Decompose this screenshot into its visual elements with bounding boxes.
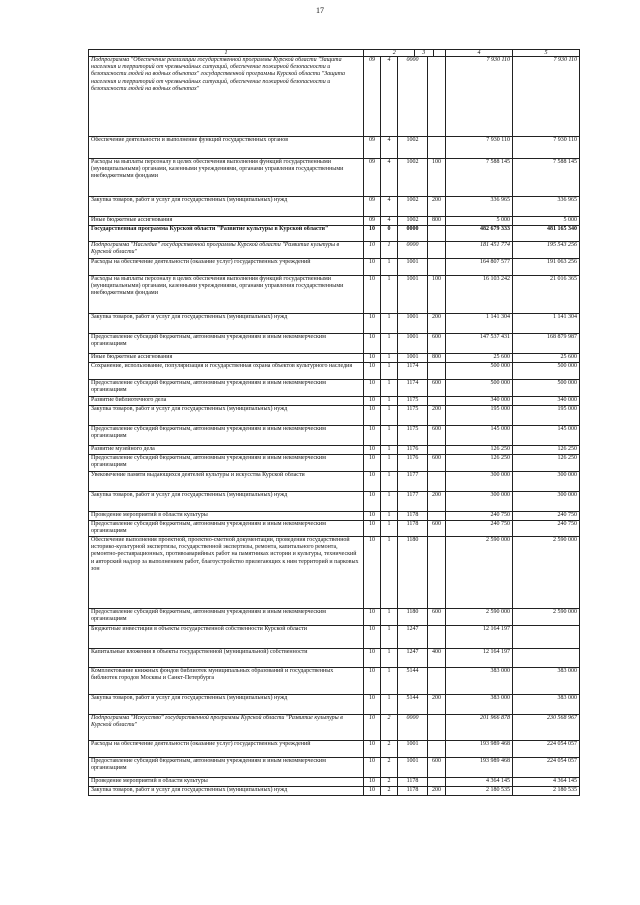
row-subsection-cell: 4 <box>381 197 398 217</box>
row-subsection-cell: 2 <box>381 741 398 758</box>
row-name-cell: Государственная программа Курской области "Развитие культуры в Курской области" <box>89 226 364 242</box>
row-amount-year2-cell: 25 600 <box>513 354 580 363</box>
row-name-cell: Расходы на выплаты персоналу в целях обеспечения выполнения функций государственными (муниципальными) органами, казенными учреждениями, органами управления государственными внебюджетными фондами <box>89 276 364 314</box>
row-name-cell: Предоставление субсидий бюджетным, автономным учреждениям и иным некоммерческим организациям <box>89 609 364 626</box>
row-amount-year2-cell <box>513 649 580 668</box>
row-amount-year1-cell: 193 989 468 <box>446 741 513 758</box>
row-amount-year1-cell: 195 000 <box>446 406 513 426</box>
row-subsection-cell: 2 <box>381 715 398 741</box>
header-col-3-label: 3 <box>414 50 434 56</box>
row-amount-year2-cell: 191 063 256 <box>513 259 580 276</box>
row-amount-year1-cell: 145 000 <box>446 426 513 446</box>
table-row <box>89 741 580 758</box>
header-col-4: 4 <box>446 50 513 57</box>
row-section-cell: 10 <box>364 334 381 354</box>
table-row <box>89 226 580 242</box>
table-row <box>89 787 580 796</box>
row-code-cell: 5144 <box>398 668 428 695</box>
table-row <box>89 512 580 521</box>
row-amount-year1-cell: 300 000 <box>446 472 513 492</box>
row-amount-year2-cell: 336 965 <box>513 197 580 217</box>
row-amount-year2-cell: 2 590 000 <box>513 609 580 626</box>
row-code-cell: 1178 <box>398 787 428 796</box>
row-code-cell: 1001 <box>398 276 428 314</box>
row-amount-year2-cell: 240 750 <box>513 512 580 521</box>
row-name-cell: Предоставление субсидий бюджетным, автономным учреждениям и иным некоммерческим организациям <box>89 758 364 778</box>
row-type-cell <box>428 626 446 649</box>
row-type-cell <box>428 715 446 741</box>
row-section-cell: 10 <box>364 521 381 537</box>
row-name-cell: Развитие библиотечного дела <box>89 397 364 406</box>
table-row <box>89 363 580 380</box>
row-type-cell: 600 <box>428 609 446 626</box>
row-subsection-cell: 1 <box>381 609 398 626</box>
table-row <box>89 334 580 354</box>
table-row <box>89 314 580 334</box>
row-amount-year2-cell: 300 000 <box>513 492 580 512</box>
row-code-cell: 1002 <box>398 197 428 217</box>
row-subsection-cell: 1 <box>381 626 398 649</box>
row-amount-year1-cell: 336 965 <box>446 197 513 217</box>
row-subsection-cell: 1 <box>381 472 398 492</box>
row-amount-year2-cell: 2 590 000 <box>513 537 580 609</box>
row-amount-year2-cell: 5 000 <box>513 217 580 226</box>
row-type-cell: 200 <box>428 492 446 512</box>
table-row <box>89 715 580 741</box>
row-amount-year1-cell: 240 750 <box>446 521 513 537</box>
row-amount-year1-cell: 126 250 <box>446 455 513 472</box>
row-section-cell: 10 <box>364 472 381 492</box>
row-amount-year2-cell: 21 016 365 <box>513 276 580 314</box>
table-row <box>89 649 580 668</box>
row-type-cell: 800 <box>428 354 446 363</box>
row-amount-year1-cell: 147 537 431 <box>446 334 513 354</box>
table-row <box>89 455 580 472</box>
row-section-cell: 10 <box>364 758 381 778</box>
row-subsection-cell: 1 <box>381 259 398 276</box>
row-name-cell: Увековечение памяти выдающихся деятелей культуры и искусства Курской области <box>89 472 364 492</box>
row-subsection-cell: 1 <box>381 354 398 363</box>
row-name-cell: Комплектование книжных фондов библиотек муниципальных образований и государственных библиотек городов Москвы и Санкт-Петербурга <box>89 668 364 695</box>
row-type-cell <box>428 397 446 406</box>
row-amount-year1-cell: 340 000 <box>446 397 513 406</box>
row-amount-year1-cell: 482 679 333 <box>446 226 513 242</box>
row-section-cell: 10 <box>364 276 381 314</box>
row-amount-year2-cell: 224 054 057 <box>513 741 580 758</box>
row-amount-year2-cell: 7 588 145 <box>513 159 580 197</box>
row-amount-year1-cell: 25 600 <box>446 354 513 363</box>
row-code-cell: 1178 <box>398 512 428 521</box>
row-amount-year1-cell: 164 807 577 <box>446 259 513 276</box>
row-subsection-cell: 1 <box>381 649 398 668</box>
row-name-cell: Расходы на обеспечение деятельности (оказание услуг) государственных учреждений <box>89 259 364 276</box>
row-subsection-cell: 1 <box>381 426 398 446</box>
table-row <box>89 778 580 787</box>
row-section-cell: 10 <box>364 259 381 276</box>
row-amount-year1-cell: 193 989 468 <box>446 758 513 778</box>
row-section-cell: 09 <box>364 137 381 159</box>
row-subsection-cell: 1 <box>381 512 398 521</box>
table-row <box>89 397 580 406</box>
row-section-cell: 10 <box>364 426 381 446</box>
row-type-cell: 600 <box>428 380 446 397</box>
row-type-cell: 100 <box>428 159 446 197</box>
row-code-cell: 1176 <box>398 446 428 455</box>
row-code-cell: 0000 <box>398 57 428 137</box>
row-section-cell: 10 <box>364 715 381 741</box>
row-section-cell: 10 <box>364 537 381 609</box>
row-code-cell: 1178 <box>398 521 428 537</box>
row-section-cell: 10 <box>364 354 381 363</box>
row-type-cell <box>428 226 446 242</box>
row-name-cell: Предоставление субсидий бюджетным, автономным учреждениям и иным некоммерческим организациям <box>89 334 364 354</box>
row-type-cell <box>428 446 446 455</box>
row-subsection-cell: 2 <box>381 758 398 778</box>
row-amount-year2-cell: 1 141 304 <box>513 314 580 334</box>
row-amount-year2-cell: 500 000 <box>513 363 580 380</box>
row-type-cell: 200 <box>428 406 446 426</box>
row-subsection-cell: 0 <box>381 226 398 242</box>
row-type-cell <box>428 668 446 695</box>
row-code-cell: 1177 <box>398 472 428 492</box>
row-amount-year1-cell: 16 103 242 <box>446 276 513 314</box>
row-code-cell: 1174 <box>398 380 428 397</box>
row-section-cell: 10 <box>364 649 381 668</box>
table-row <box>89 259 580 276</box>
row-name-cell: Подпрограмма "Обеспечение реализации государственной программы Курской области "Защита населения и территорий от чрезвычайных ситуаций, обеспечение пожарной безопасности и безопасности людей на водных объектах" государственной программы Курской области "Защита населения и территорий от чрезвычайных ситуаций, обеспечение пожарной безопасности и безопасности людей на водных объектах" <box>89 57 364 137</box>
row-section-cell: 10 <box>364 668 381 695</box>
row-subsection-cell: 2 <box>381 778 398 787</box>
row-section-cell: 09 <box>364 57 381 137</box>
row-amount-year1-cell: 12 164 197 <box>446 649 513 668</box>
row-code-cell: 1180 <box>398 609 428 626</box>
table-row <box>89 537 580 609</box>
row-name-cell: Проведение мероприятий в области культуры <box>89 512 364 521</box>
row-amount-year1-cell: 240 750 <box>446 512 513 521</box>
row-subsection-cell: 1 <box>381 521 398 537</box>
row-code-cell: 0000 <box>398 715 428 741</box>
row-amount-year2-cell: 500 000 <box>513 380 580 397</box>
row-amount-year1-cell: 2 590 000 <box>446 609 513 626</box>
row-type-cell: 800 <box>428 217 446 226</box>
row-type-cell: 600 <box>428 334 446 354</box>
row-subsection-cell: 1 <box>381 380 398 397</box>
row-section-cell: 10 <box>364 314 381 334</box>
row-amount-year1-cell: 5 000 <box>446 217 513 226</box>
row-type-cell <box>428 472 446 492</box>
row-code-cell: 1178 <box>398 778 428 787</box>
row-name-cell: Расходы на обеспечение деятельности (оказание услуг) государственных учреждений <box>89 741 364 758</box>
row-name-cell: Закупка товаров, работ и услуг для государственных (муниципальных) нужд <box>89 314 364 334</box>
row-subsection-cell: 1 <box>381 537 398 609</box>
row-name-cell: Расходы на выплаты персоналу в целях обеспечения выполнения функций государственными (муниципальными) органами, казенными учреждениями, органами управления государственными внебюджетными фондами <box>89 159 364 197</box>
row-type-cell <box>428 741 446 758</box>
row-subsection-cell: 1 <box>381 242 398 259</box>
row-name-cell: Предоставление субсидий бюджетным, автономным учреждениям и иным некоммерческим организациям <box>89 426 364 446</box>
row-section-cell: 10 <box>364 695 381 715</box>
row-type-cell <box>428 778 446 787</box>
row-code-cell: 1002 <box>398 217 428 226</box>
header-col-5: 5 <box>513 50 580 57</box>
row-type-cell: 600 <box>428 521 446 537</box>
row-code-cell: 1002 <box>398 137 428 159</box>
row-code-cell: 1177 <box>398 492 428 512</box>
row-name-cell: Предоставление субсидий бюджетным, автономным учреждениям и иным некоммерческим организациям <box>89 521 364 537</box>
row-name-cell: Обеспечение деятельности и выполнение функций государственных органов <box>89 137 364 159</box>
row-amount-year2-cell: 383 000 <box>513 668 580 695</box>
row-name-cell: Подпрограмма "Наследие" государственной программы Курской области "Развитие культуры в Курской области" <box>89 242 364 259</box>
row-amount-year2-cell: 4 364 145 <box>513 778 580 787</box>
row-section-cell: 10 <box>364 626 381 649</box>
row-name-cell: Сохранение, использование, популяризация и государственная охрана объектов культурного наследия <box>89 363 364 380</box>
row-name-cell: Закупка товаров, работ и услуг для государственных (муниципальных) нужд <box>89 406 364 426</box>
row-name-cell: Развитие музейного дела <box>89 446 364 455</box>
row-subsection-cell: 1 <box>381 492 398 512</box>
row-code-cell: 1175 <box>398 426 428 446</box>
row-subsection-cell: 1 <box>381 695 398 715</box>
table-row <box>89 217 580 226</box>
row-code-cell: 1001 <box>398 354 428 363</box>
header-row <box>89 50 580 57</box>
table-row <box>89 695 580 715</box>
row-type-cell <box>428 259 446 276</box>
table-row <box>89 137 580 159</box>
table-row <box>89 609 580 626</box>
row-amount-year2-cell: 240 750 <box>513 521 580 537</box>
row-amount-year1-cell: 7 930 110 <box>446 137 513 159</box>
row-code-cell: 1001 <box>398 314 428 334</box>
row-amount-year2-cell: 230 568 967 <box>513 715 580 741</box>
row-amount-year1-cell: 2 590 000 <box>446 537 513 609</box>
table-row <box>89 57 580 137</box>
row-code-cell: 1001 <box>398 758 428 778</box>
row-amount-year1-cell: 4 364 145 <box>446 778 513 787</box>
row-type-cell: 200 <box>428 197 446 217</box>
row-code-cell: 1002 <box>398 159 428 197</box>
table-row <box>89 380 580 397</box>
table-row <box>89 354 580 363</box>
row-type-cell: 200 <box>428 787 446 796</box>
row-section-cell: 09 <box>364 159 381 197</box>
row-code-cell: 0000 <box>398 226 428 242</box>
row-section-cell: 10 <box>364 492 381 512</box>
row-amount-year2-cell: 195 000 <box>513 406 580 426</box>
row-amount-year1-cell: 1 141 304 <box>446 314 513 334</box>
row-name-cell: Обеспечение выполнения проектной, проектно-сметной документации, проведения государственной историко-культурной экспертизы, государственной экспертизы, ремонта, капитального ремонта, ремонтно-реставрационных, противоаварийных работ на памятниках истории и культуры, технический и авторский надзор за выполнением работ, благоустройство прилегающих к ним территорий и парковых зон <box>89 537 364 609</box>
row-subsection-cell: 4 <box>381 159 398 197</box>
row-subsection-cell: 4 <box>381 57 398 137</box>
row-amount-year2-cell: 145 000 <box>513 426 580 446</box>
row-type-cell <box>428 537 446 609</box>
row-name-cell: Капитальные вложения в объекты государственной (муниципальной) собственности <box>89 649 364 668</box>
row-section-cell: 10 <box>364 363 381 380</box>
row-subsection-cell: 1 <box>381 406 398 426</box>
table-row <box>89 426 580 446</box>
row-code-cell: 1001 <box>398 741 428 758</box>
row-subsection-cell: 1 <box>381 276 398 314</box>
row-amount-year2-cell: 481 165 340 <box>513 226 580 242</box>
row-type-cell: 600 <box>428 455 446 472</box>
row-code-cell: 1001 <box>398 259 428 276</box>
row-section-cell: 10 <box>364 609 381 626</box>
row-type-cell <box>428 137 446 159</box>
row-code-cell: 1247 <box>398 649 428 668</box>
table-row <box>89 521 580 537</box>
row-amount-year1-cell: 12 164 197 <box>446 626 513 649</box>
row-amount-year2-cell: 7 930 110 <box>513 57 580 137</box>
row-code-cell: 5144 <box>398 695 428 715</box>
row-amount-year1-cell: 7 930 110 <box>446 57 513 137</box>
page-number: 17 <box>316 6 324 15</box>
table-row <box>89 472 580 492</box>
row-subsection-cell: 2 <box>381 787 398 796</box>
row-name-cell: Бюджетные инвестиции в объекты государственной собственности Курской области <box>89 626 364 649</box>
row-section-cell: 10 <box>364 787 381 796</box>
row-name-cell: Проведение мероприятий в области культуры <box>89 778 364 787</box>
row-name-cell: Закупка товаров, работ и услуг для государственных (муниципальных) нужд <box>89 695 364 715</box>
row-amount-year1-cell: 7 588 145 <box>446 159 513 197</box>
row-type-cell: 600 <box>428 758 446 778</box>
row-section-cell: 10 <box>364 446 381 455</box>
row-name-cell: Закупка товаров, работ и услуг для государственных (муниципальных) нужд <box>89 787 364 796</box>
table-row <box>89 159 580 197</box>
row-section-cell: 09 <box>364 197 381 217</box>
row-section-cell: 10 <box>364 397 381 406</box>
row-amount-year1-cell: 500 000 <box>446 363 513 380</box>
row-subsection-cell: 4 <box>381 137 398 159</box>
row-code-cell: 1175 <box>398 397 428 406</box>
row-type-cell <box>428 512 446 521</box>
row-amount-year2-cell: 300 000 <box>513 472 580 492</box>
row-amount-year2-cell: 126 250 <box>513 446 580 455</box>
row-subsection-cell: 1 <box>381 363 398 380</box>
row-section-cell: 10 <box>364 512 381 521</box>
row-amount-year2-cell: 7 930 110 <box>513 137 580 159</box>
row-name-cell: Закупка товаров, работ и услуг для государственных (муниципальных) нужд <box>89 197 364 217</box>
row-amount-year1-cell: 126 250 <box>446 446 513 455</box>
header-col-2-label: 2 <box>392 50 396 56</box>
row-amount-year1-cell: 500 000 <box>446 380 513 397</box>
row-subsection-cell: 1 <box>381 446 398 455</box>
row-subsection-cell: 1 <box>381 397 398 406</box>
table-row <box>89 492 580 512</box>
row-type-cell: 200 <box>428 695 446 715</box>
table-row <box>89 406 580 426</box>
table-row <box>89 668 580 695</box>
row-name-cell: Закупка товаров, работ и услуг для государственных (муниципальных) нужд <box>89 492 364 512</box>
row-amount-year2-cell: 224 054 057 <box>513 758 580 778</box>
row-section-cell: 09 <box>364 217 381 226</box>
row-name-cell: Подпрограмма "Искусство" государственной программы Курской области "Развитие культуры в Курской области" <box>89 715 364 741</box>
row-subsection-cell: 1 <box>381 455 398 472</box>
row-amount-year2-cell: 2 180 535 <box>513 787 580 796</box>
table-row <box>89 446 580 455</box>
row-section-cell: 10 <box>364 778 381 787</box>
header-col-1: 1 <box>89 50 364 57</box>
row-type-cell <box>428 57 446 137</box>
row-subsection-cell: 1 <box>381 334 398 354</box>
table-row <box>89 758 580 778</box>
row-amount-year1-cell: 300 000 <box>446 492 513 512</box>
row-code-cell: 1176 <box>398 455 428 472</box>
row-amount-year2-cell: 126 250 <box>513 455 580 472</box>
row-subsection-cell: 4 <box>381 217 398 226</box>
row-amount-year1-cell: 383 000 <box>446 668 513 695</box>
row-type-cell: 200 <box>428 314 446 334</box>
row-name-cell: Предоставление субсидий бюджетным, автономным учреждениям и иным некоммерческим организациям <box>89 455 364 472</box>
row-type-cell: 100 <box>428 276 446 314</box>
table-row <box>89 276 580 314</box>
row-name-cell: Иные бюджетные ассигнования <box>89 217 364 226</box>
row-code-cell: 1174 <box>398 363 428 380</box>
table-row <box>89 197 580 217</box>
row-type-cell: 400 <box>428 649 446 668</box>
row-subsection-cell: 1 <box>381 314 398 334</box>
row-code-cell: 1180 <box>398 537 428 609</box>
row-amount-year2-cell: 340 000 <box>513 397 580 406</box>
row-amount-year2-cell: 195 543 256 <box>513 242 580 259</box>
row-amount-year1-cell: 181 451 774 <box>446 242 513 259</box>
row-type-cell <box>428 242 446 259</box>
table-row <box>89 626 580 649</box>
row-code-cell: 1247 <box>398 626 428 649</box>
row-amount-year1-cell: 201 966 878 <box>446 715 513 741</box>
header-col-2 <box>364 50 446 57</box>
row-amount-year1-cell: 2 180 535 <box>446 787 513 796</box>
row-section-cell: 10 <box>364 741 381 758</box>
row-name-cell: Иные бюджетные ассигнования <box>89 354 364 363</box>
row-subsection-cell: 1 <box>381 668 398 695</box>
row-amount-year2-cell: 168 879 987 <box>513 334 580 354</box>
budget-table <box>88 49 580 796</box>
row-type-cell: 600 <box>428 426 446 446</box>
row-section-cell: 10 <box>364 406 381 426</box>
row-section-cell: 10 <box>364 242 381 259</box>
row-amount-year2-cell: 383 000 <box>513 695 580 715</box>
row-section-cell: 10 <box>364 455 381 472</box>
row-amount-year2-cell <box>513 626 580 649</box>
row-section-cell: 10 <box>364 226 381 242</box>
row-code-cell: 1175 <box>398 406 428 426</box>
row-amount-year1-cell: 383 000 <box>446 695 513 715</box>
row-type-cell <box>428 363 446 380</box>
table-row <box>89 242 580 259</box>
row-name-cell: Предоставление субсидий бюджетным, автономным учреждениям и иным некоммерческим организациям <box>89 380 364 397</box>
row-code-cell: 0000 <box>398 242 428 259</box>
row-section-cell: 10 <box>364 380 381 397</box>
row-code-cell: 1001 <box>398 334 428 354</box>
